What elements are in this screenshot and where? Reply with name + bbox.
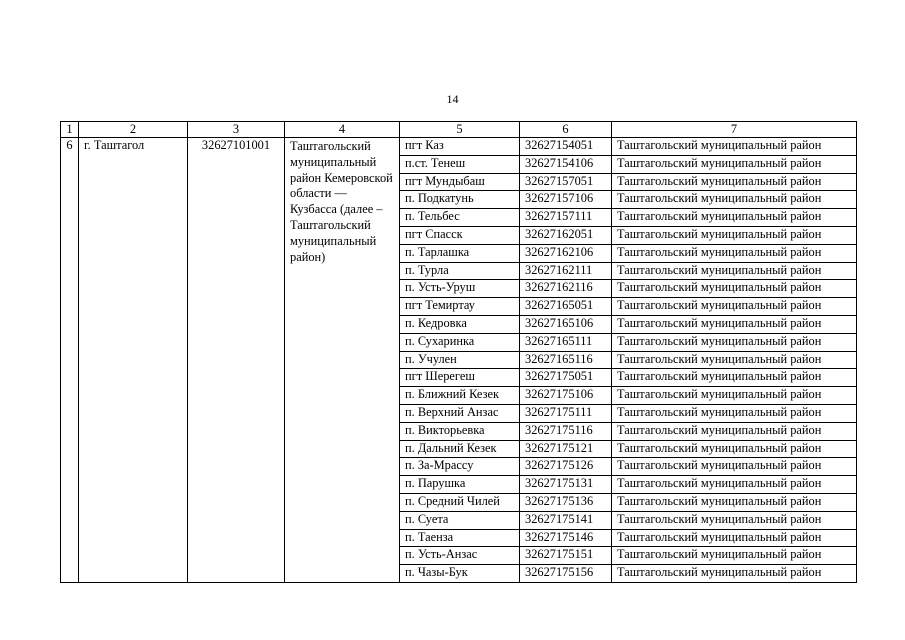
district-cell: Таштагольский муниципальный район <box>612 493 857 511</box>
settlement-name-cell: п. Усть-Анзас <box>400 547 520 565</box>
settlement-name-cell: п. Подкатунь <box>400 191 520 209</box>
settlement-code-cell: 32627175126 <box>520 458 612 476</box>
column-header-3: 3 <box>188 122 285 138</box>
district-cell: Таштагольский муниципальный район <box>612 422 857 440</box>
column-header-7: 7 <box>612 122 857 138</box>
settlement-name-cell: п. Ближний Кезек <box>400 387 520 405</box>
settlement-code-cell: 32627154051 <box>520 138 612 156</box>
district-cell: Таштагольский муниципальный район <box>612 315 857 333</box>
column-header-2: 2 <box>79 122 188 138</box>
district-cell: Таштагольский муниципальный район <box>612 369 857 387</box>
district-cell: Таштагольский муниципальный район <box>612 298 857 316</box>
settlement-code-cell: 32627175111 <box>520 404 612 422</box>
settlement-code-cell: 32627162051 <box>520 226 612 244</box>
settlement-name-cell: п. Парушка <box>400 476 520 494</box>
district-cell: Таштагольский муниципальный район <box>612 440 857 458</box>
settlement-code-cell: 32627162111 <box>520 262 612 280</box>
settlement-name-cell: п. Викторьевка <box>400 422 520 440</box>
settlement-name-cell: п. Дальний Кезек <box>400 440 520 458</box>
district-cell: Таштагольский муниципальный район <box>612 404 857 422</box>
settlement-code-cell: 32627175156 <box>520 565 612 583</box>
district-cell: Таштагольский муниципальный район <box>612 511 857 529</box>
district-cell: Таштагольский муниципальный район <box>612 138 857 156</box>
settlement-code-cell: 32627162116 <box>520 280 612 298</box>
settlement-name-cell: пгт Мундыбаш <box>400 173 520 191</box>
settlement-code-cell: 32627154106 <box>520 155 612 173</box>
district-cell: Таштагольский муниципальный район <box>612 333 857 351</box>
settlement-code-cell: 32627175131 <box>520 476 612 494</box>
settlement-code-cell: 32627165116 <box>520 351 612 369</box>
settlement-name-cell: п. Таенза <box>400 529 520 547</box>
settlement-code-cell: 32627175146 <box>520 529 612 547</box>
settlement-code-cell: 32627165111 <box>520 333 612 351</box>
settlements-table <box>60 121 857 583</box>
settlement-name-cell: п. Тарлашка <box>400 244 520 262</box>
page-number: 14 <box>446 92 459 106</box>
settlement-code-cell: 32627162106 <box>520 244 612 262</box>
settlement-code-cell: 32627175116 <box>520 422 612 440</box>
district-cell: Таштагольский муниципальный район <box>612 191 857 209</box>
settlement-code-cell: 32627175136 <box>520 493 612 511</box>
settlement-code-cell: 32627175121 <box>520 440 612 458</box>
city-cell: г. Таштагол <box>79 138 188 583</box>
district-cell: Таштагольский муниципальный район <box>612 547 857 565</box>
settlement-name-cell: п.ст. Тенеш <box>400 155 520 173</box>
column-header-4: 4 <box>285 122 400 138</box>
row-number-cell: 6 <box>61 138 79 583</box>
settlement-code-cell: 32627175151 <box>520 547 612 565</box>
district-cell: Таштагольский муниципальный район <box>612 280 857 298</box>
settlement-name-cell: п. Турла <box>400 262 520 280</box>
settlement-name-cell: пгт Темиртау <box>400 298 520 316</box>
table-row <box>61 138 857 156</box>
district-cell: Таштагольский муниципальный район <box>612 458 857 476</box>
header-row <box>61 122 857 138</box>
settlement-code-cell: 32627165106 <box>520 315 612 333</box>
column-header-6: 6 <box>520 122 612 138</box>
settlement-name-cell: п. Средний Чилей <box>400 493 520 511</box>
settlement-code-cell: 32627157106 <box>520 191 612 209</box>
district-cell: Таштагольский муниципальный район <box>612 244 857 262</box>
settlement-name-cell: п. Сухаринка <box>400 333 520 351</box>
district-cell: Таштагольский муниципальный район <box>612 262 857 280</box>
district-cell: Таштагольский муниципальный район <box>612 351 857 369</box>
settlement-name-cell: п. Суета <box>400 511 520 529</box>
district-cell: Таштагольский муниципальный район <box>612 565 857 583</box>
district-cell: Таштагольский муниципальный район <box>612 387 857 405</box>
settlement-name-cell: п. Чазы-Бук <box>400 565 520 583</box>
district-cell: Таштагольский муниципальный район <box>612 529 857 547</box>
column-header-1: 1 <box>61 122 79 138</box>
district-cell: Таштагольский муниципальный район <box>612 226 857 244</box>
settlement-name-cell: п. За-Мрассу <box>400 458 520 476</box>
column-header-5: 5 <box>400 122 520 138</box>
settlement-name-cell: п. Кедровка <box>400 315 520 333</box>
settlement-name-cell: пгт Шерегеш <box>400 369 520 387</box>
settlement-code-cell: 32627175106 <box>520 387 612 405</box>
settlement-code-cell: 32627175141 <box>520 511 612 529</box>
district-cell: Таштагольский муниципальный район <box>612 173 857 191</box>
settlement-name-cell: пгт Каз <box>400 138 520 156</box>
settlement-name-cell: п. Тельбес <box>400 209 520 227</box>
settlement-code-cell: 32627175051 <box>520 369 612 387</box>
district-cell: Таштагольский муниципальный район <box>612 209 857 227</box>
settlement-name-cell: п. Верхний Анзас <box>400 404 520 422</box>
district-cell: Таштагольский муниципальный район <box>612 155 857 173</box>
district-cell: Таштагольский муниципальный район <box>612 476 857 494</box>
settlement-code-cell: 32627157111 <box>520 209 612 227</box>
settlement-code-cell: 32627165051 <box>520 298 612 316</box>
city-code-cell: 32627101001 <box>188 138 285 583</box>
settlement-name-cell: п. Усть-Уруш <box>400 280 520 298</box>
settlement-name-cell: п. Учулен <box>400 351 520 369</box>
settlement-name-cell: пгт Спасск <box>400 226 520 244</box>
municipality-cell: Таштагольский муниципальный район Кемеровской области — Кузбасса (далее – Таштагольский муниципальный район) <box>285 138 400 583</box>
settlement-code-cell: 32627157051 <box>520 173 612 191</box>
